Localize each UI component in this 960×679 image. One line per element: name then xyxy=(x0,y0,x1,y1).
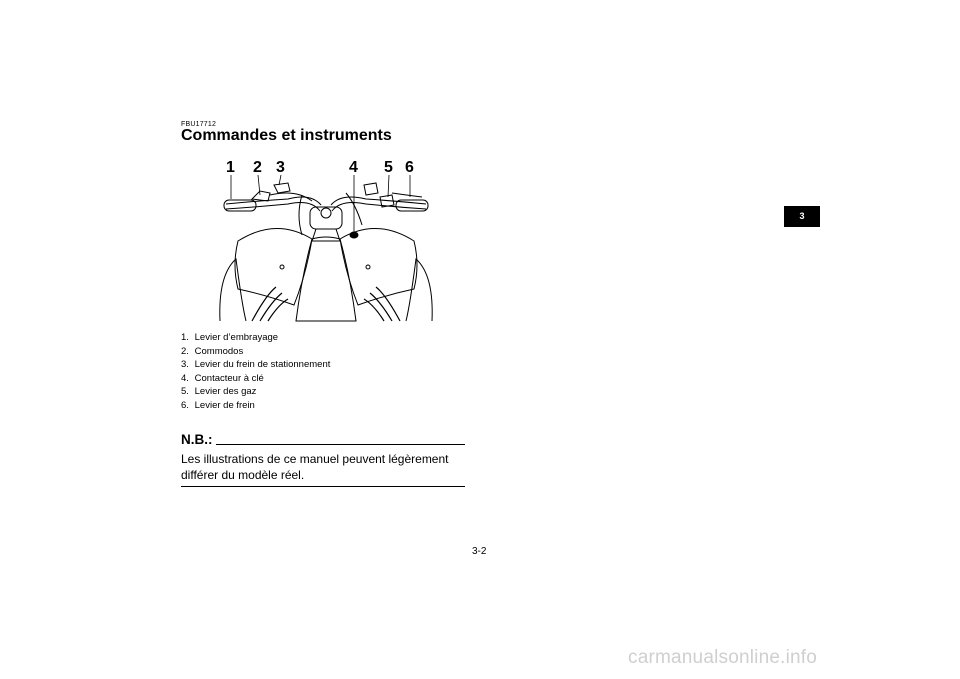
callout-6: 6 xyxy=(405,159,414,176)
legend-item xyxy=(181,399,330,413)
legend-number: 6. xyxy=(181,399,189,411)
callout-2: 2 xyxy=(253,159,262,176)
legend-item xyxy=(181,358,330,372)
watermark: carmanualsonline.info xyxy=(628,647,818,668)
note-divider-top xyxy=(216,444,465,445)
legend-number: 4. xyxy=(181,372,189,384)
callout-5: 5 xyxy=(384,159,393,176)
legend-number: 2. xyxy=(181,345,189,357)
section-code: FBU17712 xyxy=(181,121,217,128)
legend-label: Levier de frein xyxy=(194,399,255,411)
legend-item xyxy=(181,372,330,386)
legend-label: Levier d’embrayage xyxy=(194,332,279,343)
page-number: 3-2 xyxy=(472,546,487,557)
legend-item xyxy=(181,331,330,345)
note-text: Les illustrations de ce manuel peuvent légèrement différer du modèle réel. xyxy=(181,452,449,482)
legend-label: Levier des gaz xyxy=(194,386,257,397)
legend-item xyxy=(181,385,330,399)
callout-4: 4 xyxy=(349,159,358,176)
chapter-tab: 3 xyxy=(784,206,820,227)
legend-number: 3. xyxy=(181,359,189,370)
legend-list xyxy=(181,331,330,412)
handlebar-illustration xyxy=(216,155,436,323)
legend-label: Levier du frein de stationnement xyxy=(194,359,331,370)
legend-label: Contacteur à clé xyxy=(194,372,264,384)
note-heading: N.B.: xyxy=(181,432,213,447)
page-title: Commandes et instruments xyxy=(181,127,392,144)
legend-number: 1. xyxy=(181,332,189,343)
legend-label: Commodos xyxy=(194,345,244,357)
callout-3: 3 xyxy=(276,159,285,176)
legend-number: 5. xyxy=(181,386,189,397)
legend-item xyxy=(181,345,330,359)
note-divider-bottom xyxy=(181,486,465,487)
callout-1: 1 xyxy=(226,159,235,176)
